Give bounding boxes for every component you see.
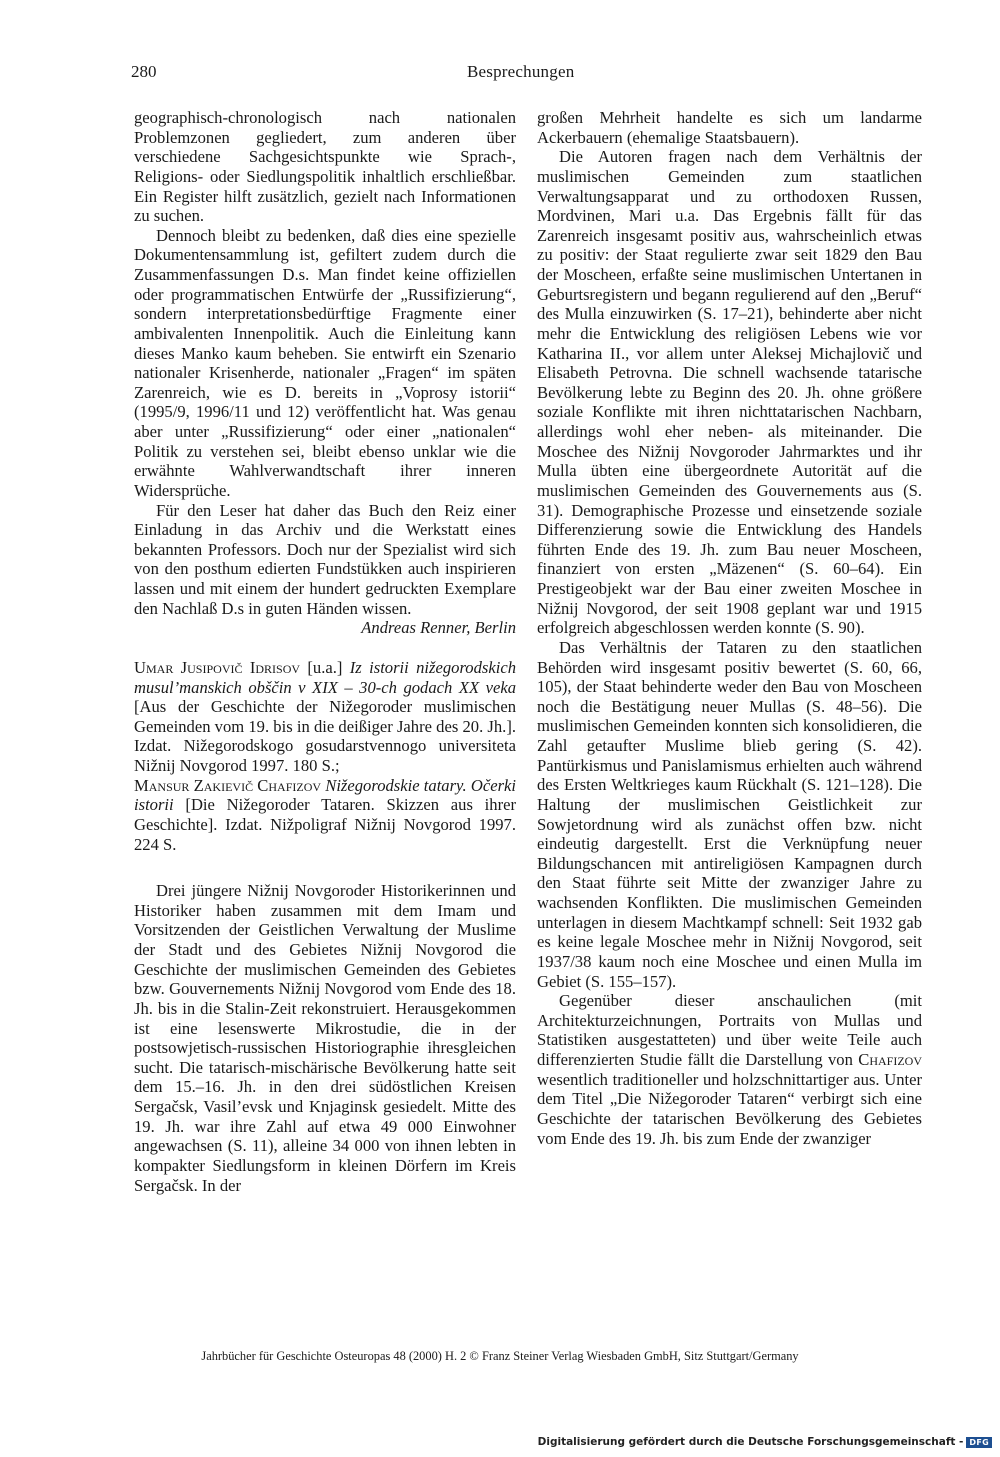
bib1-etal: [u.a.] (300, 657, 350, 677)
page-number: 280 (131, 62, 157, 81)
right-paragraph-1: großen Mehrheit handelte es sich um landarme Ackerbauern (ehemalige Staatsbauern). (537, 108, 922, 147)
right-paragraph-4 (537, 991, 922, 1148)
right-p4-start: Gegenüber dieser anschaulichen (mit Architekturzeichnungen, Portraits von Mullas und Statistiken ausgestatteten) und über weite Teile auch differenzierten Studie fällt die Darstellung von (537, 991, 922, 1069)
left-column (134, 108, 516, 1195)
right-paragraph-3: Das Verhältnis der Tataren zu den staatlichen Behörden wird insgesamt positiv bewertet (S. 60, 66, 105), der Staat behinderte weder den Bau von Moscheen noch die Bestätigung neuer Mullas (S. 48–56). Die muslimischen Gemeinden konnten sich konsolidieren, die Zahl getaufter Muslime blieb gering (S. 42). Pantürkismus und Panislamismus erhielten auch während des Ersten Weltkrieges kaum Rückhalt (S. 121–128). Die Haltung der muslimischen Geistlichkeit zur Sowjetordnung wird als zunächst offen bzw. nicht eindeutig dargestellt. Erst die Verknüpfung neuer Bildungschancen mit antireligiösen Kampagnen durch den Staat führte seit Mitte der zwanziger Jahre zu wachsenden Konflikten. Die muslimischen Gemeinden unterlagen in diesem Machtkampf schnell: Seit 1932 gab es keine legale Moschee mehr in Nižnij Novgorod, seit 1937/38 kaum noch eine Moschee und einen Mulla im Gebiet (S. 155–157). (537, 637, 922, 991)
dfg-note-text: Digitalisierung gefördert durch die Deutsche Forschungsgemeinschaft - (537, 1436, 964, 1448)
bib2-title: Nižegorodskie tatary. Očerki istorii (134, 775, 517, 815)
page-header (131, 62, 921, 86)
bibliographic-entry-2 (134, 776, 516, 855)
dfg-funding-note (538, 1436, 992, 1448)
bibliographic-entry-1 (134, 658, 516, 776)
right-p4-end: wesentlich traditioneller und holzschnittartiger aus. Unter dem Titel „Die Nižegoroder Tataren“ verbirgt sich eine Geschichte der tatarischen Bevölkerung des Gebietes vom Ende des 19. Jh. bis zum Ende der zwanziger (537, 1069, 922, 1148)
left-paragraph-3: Für den Leser hat daher das Buch den Reiz einer Einladung in das Archiv und die Werkstatt eines bekannten Professors. Doch nur der Spezialist wird sich von den posthum edierten Fundstükken auch inspirieren lassen und mit einem der hundert gedruckten Exemplare den Nachlaß D.s in guten Händen wissen. (134, 500, 516, 618)
review-signature: Andreas Renner, Berlin (361, 618, 516, 638)
bib1-details: [Aus der Geschichte der Nižegoroder muslimischen Gemeinden vom 19. bis in die deißiger Jahre des 20. Jh.]. Izdat. Nižegorodskogo gosudarstvennogo universiteta Nižnij Novgorod 1997. 180 S.; (134, 697, 516, 775)
left-paragraph-4: Drei jüngere Nižnij Novgoroder Historikerinnen und Historiker haben zusammen mit dem Imam und Vorsitzenden der Geistlichen Verwaltung der Muslime der Stadt und des Gebietes Nižnij Novgorod die Geschichte der muslimischen Gemeinden des Gebietes bzw. Gouvernements Nižnij Novgorod vom Ende des 18. Jh. bis in die Stalin-Zeit rekonstruiert. Herausgekommen ist eine lesenswerte Mikrostudie, die in der postsowjetisch-russischen Historiographie ihresgleichen sucht. Die tatarisch-mischärische Bevölkerung hatte seit dem 15.–16. Jh. in den drei südöstlichen Kreisen Sergačsk, Vasil’evsk und Knjaginsk gesiedelt. Mitte des 19. Jh. war ihre Zahl auf etwa 49 000 Einwohner angewachsen (S. 11), alleine 34 000 von ihnen lebten in kompakter Siedlungsform in kleinen Dörfern im Kreis Sergačsk. In der (134, 881, 516, 1195)
right-p4-author: Chafizov (858, 1050, 922, 1069)
left-paragraph-2: Dennoch bleibt zu bedenken, daß dies eine spezielle Dokumentensammlung ist, gefiltert zudem durch die Zusammenfassungen D.s. Man findet keine offiziellen oder programmatischen Entwürfe der „Russifizierung“, sondern interpretationsbedürftige Fragmente einer ambivalenten Innenpolitik. Auch die Einleitung kann dieses Manko kaum beheben. Sie entwirft ein Szenario nationaler Krisenherde, nationaler „Fragen“ im späten Zarenreich, wie es D. bereits in „Voprosy istorii“ (1995/9, 1996/11 und 12) veröffentlicht hat. Was genau aber unter „Russifizierung“ oder einer „nationalen“ Politik zu verstehen sei, bleibt ebenso unklar wie die erwähnte Wahlverwandtschaft ihrer inneren Widersprüche. (134, 225, 516, 500)
bib1-author: Umar Jusipovič Idrisov (134, 657, 301, 677)
left-paragraph-1: geographisch-chronologisch nach nationalen Problemzonen gegliedert, zum anderen über verschiedene Sachgesichtspunkte wie Sprach-, Religions- oder Siedlungspolitik inhaltlich erschließbar. Ein Register hilft zusätzlich, gezielt nach Informationen zu suchen. (134, 108, 516, 226)
journal-footer: Jahrbücher für Geschichte Osteuropas 48 (2000) H. 2 © Franz Steiner Verlag Wiesbaden GmbH, Sitz Stuttgart/Germany (201, 1349, 799, 1363)
right-column (537, 108, 922, 1148)
bib1-title: Iz istorii nižegorodskich musul’manskich obščin v XIX – 30-ch godach XX veka (134, 657, 516, 697)
spacer (134, 854, 516, 881)
bib2-details: [Die Nižegoroder Tataren. Skizzen aus ihrer Geschichte]. Izdat. Nižpoligraf Nižnij Novgorod 1997. 224 S. (134, 795, 516, 854)
right-paragraph-2: Die Autoren fragen nach dem Verhältnis der muslimischen Gemeinden zum staatlichen Verwaltungsapparat und zu orthodoxen Russen, Mordvinen, Mari u.a. Das Ergebnis fällt für das Zarenreich insgesamt positiv aus, wahrscheinlich etwas zu positiv: der Staat regulierte zwar seit 1829 den Bau der Moscheen, erfaßte seine muslimischen Untertanen in Geburtsregistern und begann regulierend auf den „Beruf“ des Mulla einzuwirken (S. 17–21), behinderte aber nicht mehr die Entwicklung des religiösen Lebens wie vor Katharina II., vor allem unter Aleksej Michajlovič und Elisabeth Petrovna. Die schnell wachsende tatarische Bevölkerung lebte zu Beginn des 20. Jh. ohne größere soziale Konflikte mit ihren nichttatarischen Nachbarn, allerdings wohl eher neben- als miteinander. Die Moschee des Nižnij Novgoroder Jahrmarktes und ihr Mulla übten eine übergeordnete Autorität auf die muslimischen Gemeinden des Gouvernements aus (S. 31). Demographische Prozesse und einsetzende soziale Differenzierung sowie die Entwicklung des Handels führten Ende des 19. Jh. zum Bau neuer Moscheen, finanziert von ersten „Mäzenen“ (S. 60–64). Ein Prestigeobjekt war der Bau einer zweiten Moschee in Nižnij Novgorod, der seit 1908 geplant war und 1915 erfolgreich abgeschlossen werden konnte (S. 90). (537, 147, 922, 638)
bib2-author: Mansur Zakievič Chafizov (134, 775, 322, 795)
running-head: Besprechungen (467, 62, 575, 81)
dfg-logo-icon: DFG (966, 1437, 992, 1448)
spacer (134, 638, 516, 658)
